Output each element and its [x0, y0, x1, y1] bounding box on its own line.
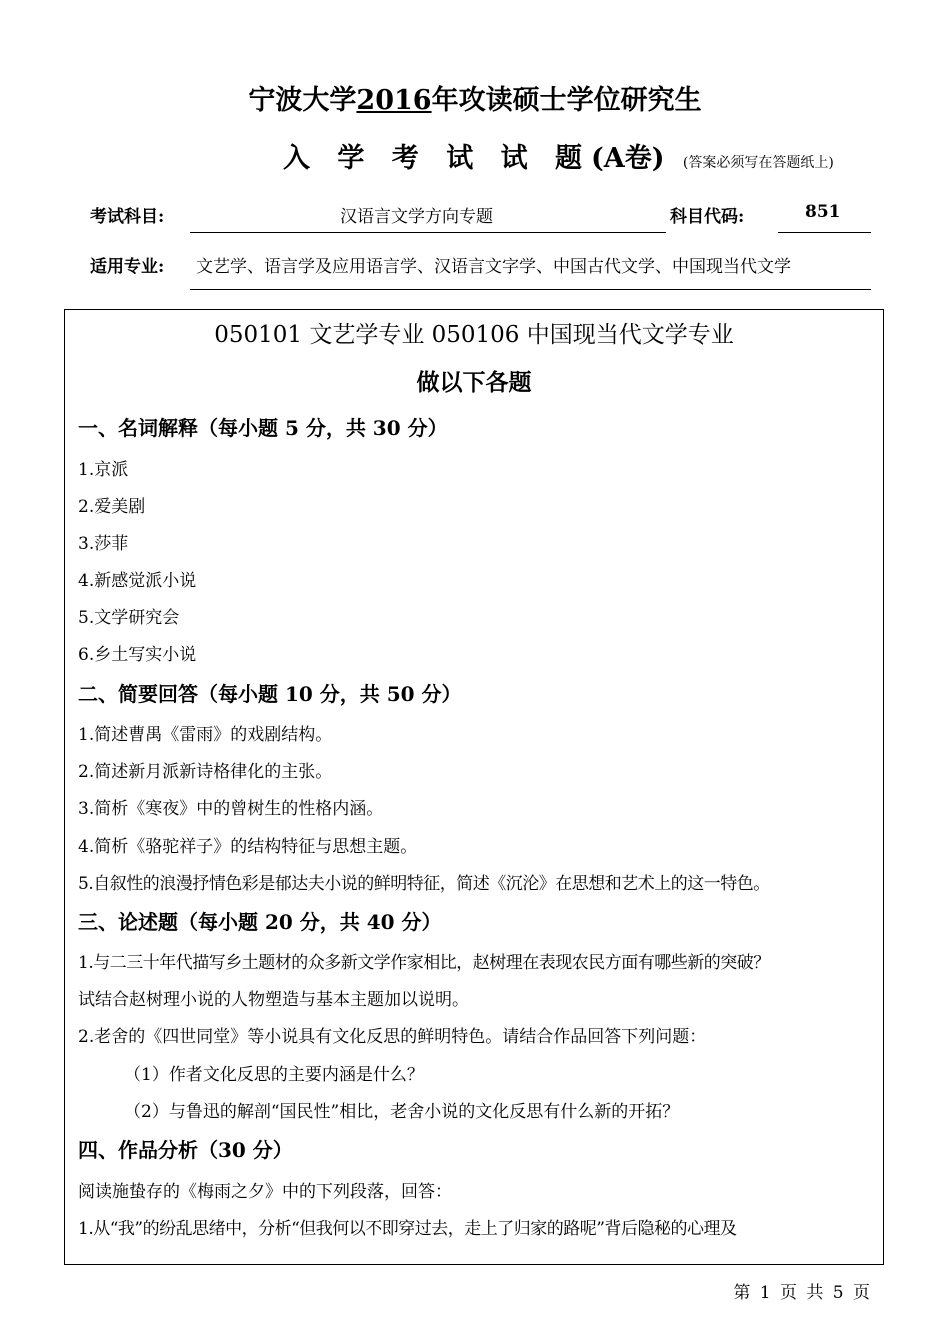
- list-item: 5.自叙性的浪漫抒情色彩是郁达夫小说的鲜明特征，简述《沉沦》在思想和艺术上的这一特色。: [78, 874, 770, 894]
- section3-title: 三、论述题（每小题 20 分，共 40 分）: [78, 910, 442, 934]
- section4-title: 四、作品分析（30 分）: [78, 1138, 293, 1162]
- list-item: 3.简析《寒夜》中的曾树生的性格内涵。: [78, 799, 384, 819]
- question-line: 试结合赵树理小说的人物塑造与基本主题加以说明。: [78, 990, 469, 1010]
- code-value: 851: [805, 202, 841, 222]
- code-label: 科目代码:: [670, 207, 745, 227]
- major-value: 文艺学、语言学及应用语言学、汉语言文字学、中国古代文学、中国现当代文学: [196, 257, 791, 277]
- subtitle-text: 入 学 考 试 试 题: [283, 143, 591, 174]
- list-item: 4.简析《骆驼祥子》的结构特征与思想主题。: [78, 837, 418, 857]
- sub-question: （1）作者文化反思的主要内涵是什么？: [124, 1065, 424, 1085]
- question-line: 2.老舍的《四世同堂》等小说具有文化反思的鲜明特色。请结合作品回答下列问题：: [78, 1027, 707, 1047]
- major-label: 适用专业:: [90, 257, 165, 277]
- page-number: 第 1 页 共 5 页: [733, 1283, 872, 1303]
- sub-question: （2）与鲁迅的解剖“国民性”相比，老舍小说的文化反思有什么新的开拓？: [124, 1102, 680, 1122]
- question-line: 阅读施蛰存的《梅雨之夕》中的下列段落，回答：: [78, 1182, 452, 1202]
- list-item: 2.爱美剧: [78, 497, 146, 517]
- major-underline: [190, 289, 871, 290]
- question-line: 1.与二三十年代描写乡土题材的众多新文学作家相比，赵树理在表现农民方面有哪些新的突破？: [78, 953, 770, 973]
- answer-note: (答案必须写在答题纸上): [682, 155, 834, 171]
- list-item: 2.简述新月派新诗格律化的主张。: [78, 762, 333, 782]
- title-prefix: 宁波大学: [248, 85, 357, 116]
- subject-value: 汉语言文学方向专题: [340, 207, 493, 227]
- exam-title: [0, 78, 950, 117]
- subject-label: 考试科目:: [90, 207, 165, 227]
- list-item: 1.简述曹禺《雷雨》的戏剧结构。: [78, 725, 333, 745]
- code-underline: [778, 232, 871, 233]
- list-item: 4.新感觉派小说: [78, 571, 197, 591]
- subject-underline: [190, 232, 666, 233]
- list-item: 1.京派: [78, 460, 129, 480]
- section1-title: 一、名词解释（每小题 5 分，共 30 分）: [78, 416, 448, 440]
- list-item: 3.莎菲: [78, 534, 129, 554]
- majors-line: 050101 文艺学专业 050106 中国现当代文学专业: [214, 322, 734, 348]
- question-line: 1.从“我”的纷乱思绪中，分析“但我何以不即穿过去，走上了归家的路呢”背后隐秘的心理及: [78, 1219, 737, 1239]
- volume-label: (A卷): [591, 143, 665, 174]
- exam-year: 2016: [356, 85, 432, 116]
- instruction: 做以下各题: [416, 369, 532, 396]
- exam-subtitle: [283, 136, 834, 175]
- list-item: 6.乡土写实小说: [78, 645, 197, 665]
- title-suffix: 年攻读硕士学位研究生: [431, 85, 702, 116]
- section2-title: 二、简要回答（每小题 10 分，共 50 分）: [78, 682, 462, 706]
- list-item: 5.文学研究会: [78, 608, 180, 628]
